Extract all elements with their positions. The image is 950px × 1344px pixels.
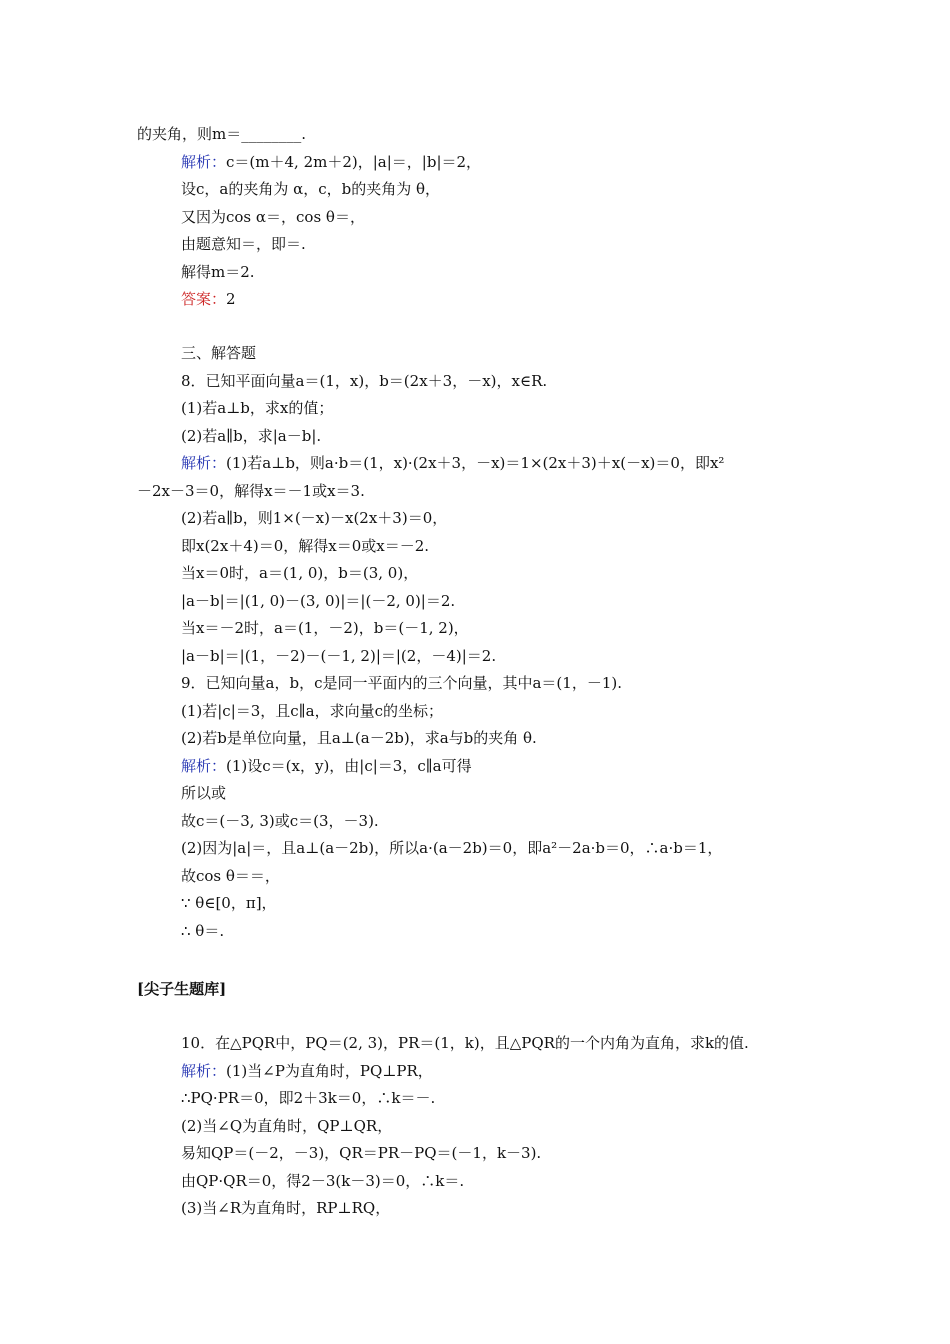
answer-line — [181, 289, 236, 309]
text-line: 2 — [226, 290, 236, 308]
text-line: (2)若a∥b，则1×(－x)－x(2x＋3)＝0， — [181, 509, 448, 527]
text-line: (2)因为|a|＝，且a⊥(a－2b)，所以a·(a－2b)＝0，即a²－2a·b＝0，∴a·b＝1， — [181, 839, 723, 857]
text-line: 又因为cos α＝，cos θ＝， — [181, 208, 365, 226]
solution-line — [181, 453, 724, 473]
text-line: |a－b|＝|(1，－2)－(－1, 2)|＝|(2，－4)|＝2. — [181, 647, 497, 665]
solution-label: 解析： — [181, 454, 227, 472]
text-line: 设c，a的夹角为 α，c，b的夹角为 θ， — [181, 180, 441, 198]
question-line: 8．已知平面向量a＝(1，x)，b＝(2x＋3，－x)，x∈R. — [181, 372, 548, 390]
solution-line — [181, 152, 481, 172]
text-line: 由题意知＝，即＝. — [181, 235, 306, 253]
text-line: ∴PQ·PR＝0，即2＋3k＝0，∴k＝－. — [181, 1089, 436, 1107]
text-line: ∴ θ＝. — [181, 922, 225, 940]
text-line: 由QP·QR＝0，得2－3(k－3)＝0，∴k＝. — [181, 1172, 465, 1190]
text-line: (2)当∠Q为直角时，QP⊥QR， — [181, 1117, 393, 1135]
section-heading: [尖子生题库] — [137, 980, 227, 998]
text-line: ∵ θ∈[0，π]， — [181, 894, 277, 912]
text-line: (2)若a∥b，求|a－b|. — [181, 427, 322, 445]
solution-label: 解析： — [181, 1062, 227, 1080]
text-line: 当x＝0时，a＝(1, 0)，b＝(3, 0)， — [181, 564, 419, 582]
text-line: (1)当∠P为直角时，PQ⊥PR， — [226, 1062, 433, 1080]
text-line: 当x＝－2时，a＝(1，－2)，b＝(－1, 2)， — [181, 619, 469, 637]
text-line: (1)若a⊥b，则a·b＝(1，x)·(2x＋3，－x)＝1×(2x＋3)＋x(－x)＝0，即x² — [226, 454, 725, 472]
solution-label: 解析： — [181, 757, 227, 775]
text-line: －2x－3＝0，解得x＝－1或x＝3. — [137, 482, 365, 500]
text-line: 即x(2x＋4)＝0，解得x＝0或x＝－2. — [181, 537, 430, 555]
text-line: (2)若b是单位向量，且a⊥(a－2b)，求a与b的夹角 θ. — [181, 729, 537, 747]
text-line: 的夹角，则m＝________. — [137, 125, 306, 143]
solution-label: 解析： — [181, 153, 227, 171]
question-line: 10．在△PQR中，PQ＝(2, 3)，PR＝(1，k)，且△PQR的一个内角为直角，求k的值. — [181, 1034, 749, 1052]
text-line: 易知QP＝(－2，－3)，QR＝PR－PQ＝(－1，k－3). — [181, 1144, 542, 1162]
text-line: (1)设c＝(x，y)，由|c|＝3，c∥a可得 — [226, 757, 472, 775]
text-line: 故cos θ＝＝， — [181, 867, 280, 885]
text-line: 所以或 — [181, 784, 227, 802]
text-line: (3)当∠R为直角时，RP⊥RQ， — [181, 1199, 391, 1217]
text-line: |a－b|＝|(1, 0)－(3, 0)|＝|(－2, 0)|＝2. — [181, 592, 456, 610]
text-line: (1)若a⊥b，求x的值； — [181, 399, 334, 417]
solution-line — [181, 756, 472, 776]
solution-line — [181, 1061, 433, 1081]
text-line: 解得m＝2. — [181, 263, 255, 281]
text-line: (1)若|c|＝3，且c∥a，求向量c的坐标； — [181, 702, 443, 720]
answer-label: 答案： — [181, 290, 227, 308]
question-line: 9．已知向量a，b，c是同一平面内的三个向量，其中a＝(1，－1). — [181, 674, 622, 692]
section-heading: 三、解答题 — [181, 344, 257, 362]
text-line: 故c＝(－3, 3)或c＝(3，－3). — [181, 812, 379, 830]
text-line: c＝(m＋4, 2m＋2)，|a|＝，|b|＝2， — [226, 153, 482, 171]
